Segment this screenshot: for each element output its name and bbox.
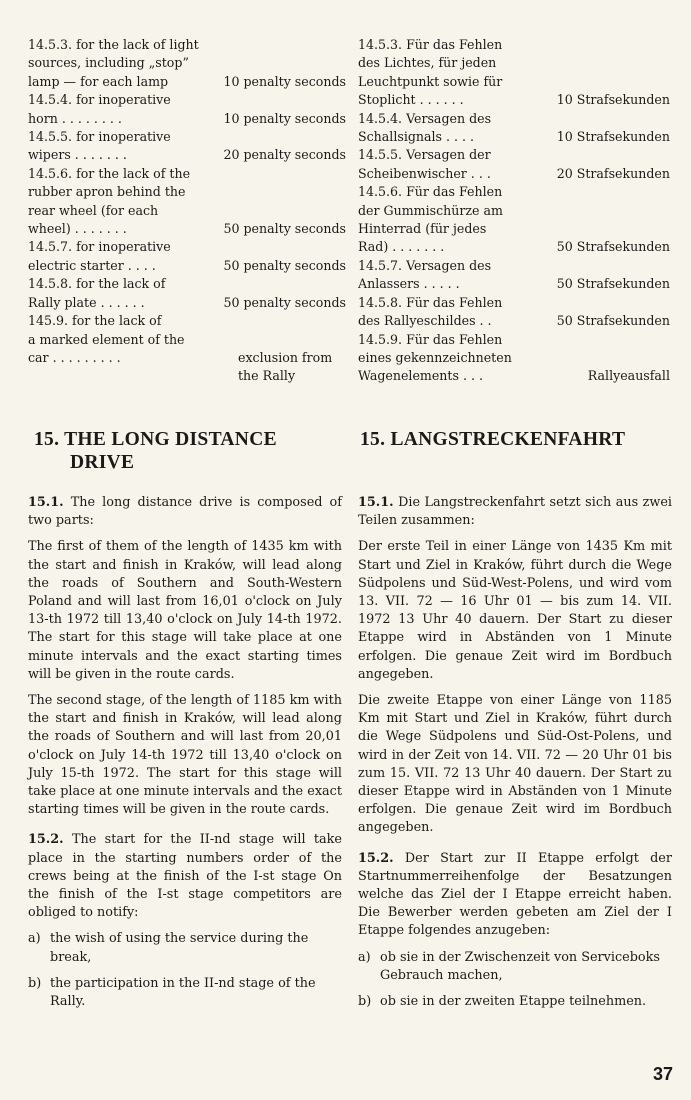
- penalty-text-line: 145.9. for the lack of: [28, 313, 162, 329]
- paragraph-de-stage-1: Der erste Teil in einer Länge von 1435 Km mit Start und Ziel in Kraków, führt durch die Wege Südpolens und Süd-West-Polens, und wird vom 13. VII. 72 — 16 Uhr 01 — bis zum 14. VII. 1972 13 Uhr 40 dauern. Der Start zu dieser Etappe wird in Abständen von 1 Minute erfolgen. Die genaue Zeit wird im Bordbuch angegeben.: [358, 539, 672, 682]
- penalty-item-label: Wagenelements . . .: [358, 368, 483, 384]
- penalty-value-row: [28, 294, 346, 312]
- penalty-text-line: 14.5.3. for the lack of light: [28, 37, 199, 52]
- penalty-value: 10 penalty seconds: [223, 73, 346, 89]
- penalty-value-row: [28, 146, 346, 164]
- list-marker: a): [28, 931, 41, 947]
- penalty-entry: [28, 238, 346, 275]
- list-text: ob sie in der zweiten Etappe teilnehmen.: [380, 994, 647, 1010]
- penalty-value-row: [358, 238, 670, 256]
- paragraph-de-stage-2: Die zweite Etappe von einer Länge von 1185 Km mit Start und Ziel in Kraków, führt durch die Wege Südpolens und Süd-Ost-Polens, und wird in der Zeit von 14. VII. 72 — 20 Uhr 01 bis zum 15. VII. 72 13 Uhr 40 dauern. Der Start zu dieser Etappe wird in Abständen von 1 Minute erfolgen. Die genaue Zeit wird im Bordbuch angegeben.: [358, 693, 672, 836]
- list-marker: b): [28, 975, 42, 991]
- paragraph-en-15-2: [28, 831, 342, 922]
- penalty-text-line: des Lichtes, für jeden: [358, 55, 497, 71]
- penalty-text-line: 14.5.9. Für das Fehlen: [358, 331, 503, 347]
- list-marker: a): [358, 949, 371, 965]
- penalty-list-en: [28, 36, 346, 386]
- penalty-value-row: [28, 349, 346, 367]
- para-number: 15.1.: [358, 495, 394, 510]
- section-title-en-line1: 15. THE LONG DISTANCE: [34, 429, 277, 450]
- penalty-entry: [28, 91, 346, 128]
- list-item-en-a: [28, 930, 342, 966]
- section-title-en: [34, 428, 334, 474]
- penalty-entry: [358, 294, 670, 331]
- penalty-value-row: [28, 220, 346, 238]
- para-text: The long distance drive is composed of two parts:: [28, 495, 342, 529]
- penalty-text-line: 14.5.8. for the lack of: [28, 276, 166, 292]
- list-text: the participation in the II-nd stage of the Rally.: [50, 975, 316, 1010]
- penalty-value: 10 penalty seconds: [223, 110, 346, 126]
- penalty-text-line: sources, including „stop”: [28, 55, 189, 71]
- list-text: the wish of using the service during the break,: [50, 931, 309, 965]
- section-title-en-line2: DRIVE: [70, 452, 135, 473]
- penalty-value: 10 Strafsekunden: [556, 92, 670, 108]
- penalty-text-line: a marked element of the: [28, 331, 185, 347]
- penalty-item-label: lamp — for each lamp: [28, 73, 169, 89]
- page-number: 37: [652, 1064, 673, 1084]
- penalty-entry: [28, 165, 346, 239]
- penalty-item-label: des Rallyeschildes . .: [358, 313, 492, 329]
- list-item-de-b: [358, 993, 672, 1011]
- penalty-text-line: 14.5.3. Für das Fehlen: [358, 37, 503, 52]
- penalty-value-cont: the Rally: [238, 368, 296, 384]
- section-title-de: 15. LANGSTRECKENFAHRT: [360, 429, 626, 450]
- penalty-entry: [358, 331, 670, 386]
- penalty-value: 50 penalty seconds: [223, 221, 346, 237]
- penalty-text-line: 14.5.8. Für das Fehlen: [358, 294, 503, 310]
- penalty-item-label: Anlassers . . . . .: [358, 276, 460, 292]
- penalty-entry: [358, 110, 670, 147]
- para-number: 15.2.: [358, 850, 394, 866]
- penalty-entry: [28, 312, 346, 386]
- paragraph-de-15-1: [358, 494, 672, 530]
- penalty-entry: [28, 36, 346, 91]
- list-marker: b): [358, 994, 372, 1010]
- penalty-entry: [358, 257, 670, 294]
- penalty-item-label: electric starter . . . .: [28, 257, 156, 273]
- paragraph-en-15-1: [28, 494, 342, 530]
- list-text: ob sie in der Zwischenzeit von Serviceboks Gebrauch machen,: [380, 949, 660, 983]
- penalty-value-row: [358, 128, 670, 146]
- paragraph-en-stage-1: The first of them of the length of 1435 km with the start and finish in Kraków, will lead along the roads of Southern and South-Western Poland and will last from 16,01 o'clock on July 13-th 1972 till 13,40 o'clock on July 14-th 1972. The start for this stage will take place at one minute intervals and the exact starting times will be given in the route cards.: [28, 539, 342, 682]
- penalty-value-row: [358, 275, 670, 293]
- paragraph-en-stage-2: The second stage, of the length of 1185 km with the start and finish in Kraków, will lead along the roads of Southern and will last from 20,01 o'clock on July 14-th 1972 till 13,40 o'clock on July 15-th 1972. The start for this stage will take place at one minute intervals and the exact starting times will be given in the route cards.: [28, 693, 342, 818]
- list-item-de-a: [358, 949, 672, 985]
- penalty-value: exclusion from: [238, 349, 333, 365]
- penalty-list-de: [358, 36, 670, 386]
- penalty-value-row: [358, 312, 670, 330]
- penalty-item-label: horn . . . . . . . .: [28, 110, 122, 126]
- penalty-text-line: Hinterrad (für jedes: [358, 221, 487, 237]
- penalty-value: 20 Strafsekunden: [556, 165, 670, 181]
- penalty-value: 50 Strafsekunden: [556, 239, 670, 255]
- penalty-value-row: [28, 110, 346, 128]
- penalty-text-line: 14.5.6. for the lack of the: [28, 165, 191, 181]
- penalty-value: 50 penalty seconds: [223, 294, 346, 310]
- penalty-value: 50 penalty seconds: [223, 257, 346, 273]
- penalty-item-label: Rad) . . . . . . .: [358, 239, 445, 255]
- list-item-en-b: [28, 975, 342, 1011]
- penalty-value-row: [28, 73, 346, 91]
- penalty-text-line: rubber apron behind the: [28, 184, 186, 200]
- penalty-text-line: 14.5.5. Versagen der: [358, 147, 491, 163]
- para-text: Die Langstreckenfahrt setzt sich aus zwei Teilen zusammen:: [358, 495, 672, 529]
- penalty-entry: [358, 36, 670, 110]
- penalty-value: 20 penalty seconds: [223, 147, 346, 163]
- para-text: The start for the II-nd stage will take place in the starting numbers order of the crews being at the finish of the I-st stage On the finish of the I-st stage competitors are obliged to notify:: [28, 832, 342, 921]
- penalty-value: 50 Strafsekunden: [556, 313, 670, 329]
- penalty-value-row: [28, 367, 346, 385]
- paragraph-de-15-2: [358, 850, 672, 941]
- penalty-value: Rallyeausfall: [587, 368, 670, 384]
- penalty-entry: [28, 275, 346, 312]
- body-en: [28, 494, 342, 1019]
- penalty-text-line: 14.5.7. for inoperative: [28, 239, 171, 255]
- penalty-text-line: Leuchtpunkt sowie für: [358, 73, 503, 89]
- penalty-value: 10 Strafsekunden: [556, 129, 670, 145]
- para-text: Der Start zur II Etappe erfolgt der Startnummerreihenfolge der Besatzungen welche das Ziel der I Etappe erreicht haben. Die Bewerber werden gebeten am Ziel der I Etappe folgendes anzugeben:: [358, 850, 672, 939]
- penalty-entry: [358, 146, 670, 183]
- penalty-value-row: [358, 165, 670, 183]
- penalty-item-label: wipers . . . . . . .: [28, 147, 127, 163]
- para-number: 15.2.: [28, 832, 64, 848]
- penalty-value-row: [358, 91, 670, 109]
- penalty-item-label: car . . . . . . . . .: [28, 349, 121, 365]
- penalty-text-line: rear wheel (for each: [28, 202, 159, 218]
- penalty-item-label: Scheibenwischer . . .: [358, 165, 491, 181]
- penalty-text-line: der Gummischürze am: [358, 202, 503, 218]
- penalty-entry: [358, 183, 670, 257]
- penalty-text-line: 14.5.4. Versagen des: [358, 110, 492, 126]
- penalty-entry: [28, 128, 346, 165]
- body-de: [358, 494, 672, 1019]
- penalty-value-row: [28, 257, 346, 275]
- penalty-text-line: eines gekennzeichneten: [358, 349, 512, 365]
- para-number: 15.1.: [28, 495, 64, 510]
- penalty-value-row: [358, 367, 670, 385]
- penalty-text-line: 14.5.6. Für das Fehlen: [358, 184, 503, 200]
- penalty-value: 50 Strafsekunden: [556, 276, 670, 292]
- penalty-text-line: 14.5.5. for inoperative: [28, 129, 171, 145]
- penalty-text-line: 14.5.7. Versagen des: [358, 257, 492, 273]
- penalty-item-label: wheel) . . . . . . .: [28, 221, 127, 237]
- penalty-text-line: 14.5.4. for inoperative: [28, 92, 171, 108]
- penalty-item-label: Stoplicht . . . . . .: [358, 92, 464, 108]
- penalty-item-label: Rally plate . . . . . .: [28, 294, 145, 310]
- penalty-item-label: Schallsignals . . . .: [358, 129, 475, 145]
